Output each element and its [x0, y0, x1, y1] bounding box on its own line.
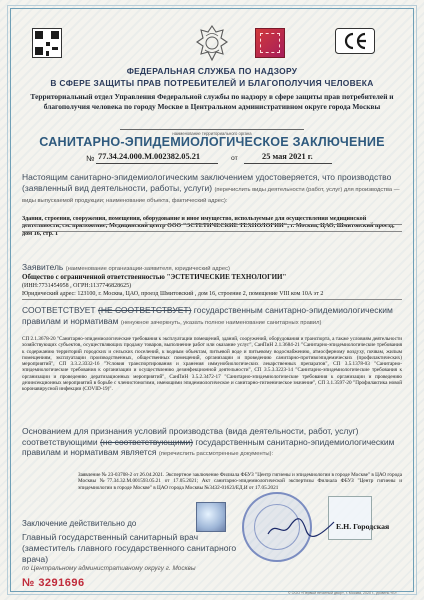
basis-not: (не соответствующими): [99, 436, 194, 447]
russian-emblem-icon: [191, 22, 233, 64]
certificate-date: 25 мая 2021 г.: [262, 152, 313, 161]
signer-name: Е.Н. Городская: [336, 522, 390, 531]
not-complies-word: (НЕ СООТВЕТСТВУЕТ): [97, 305, 192, 315]
applicant-row: [22, 262, 402, 273]
serial-number: № 3291696: [22, 577, 85, 589]
security-mark-icon: [255, 28, 285, 58]
number-prefix: №: [86, 154, 95, 163]
complies-text: государственным санитарно-эпидемиологическим правилам и нормативам: [22, 305, 393, 326]
complies-word: СООТВЕТСТВУЕТ: [22, 305, 96, 315]
date-prefix: от: [231, 155, 238, 162]
basis-rest: государственным санитарно-эпидемиологическим правилам и нормативам является: [22, 436, 395, 457]
se-logo-icon: [335, 28, 375, 54]
certify-hint: (перечислить виды деятельности (работ, услуг) для производства — виды выпускаемой продукции; наименование объекта, фактический адрес):: [22, 186, 400, 204]
basis-complies: соответствующими: [22, 436, 98, 447]
certificate-number: 77.34.24.000.М.002382.05.21: [98, 152, 201, 161]
applicant-hint: (наименование организации-заявителя, юридический адрес): [65, 266, 230, 272]
certify-paragraph: [22, 172, 402, 205]
signer-position: [22, 532, 262, 572]
valid-until: Заключение действительно до: [22, 519, 137, 528]
document-title: САНИТАРНО-ЭПИДЕМИОЛОГИЧЕСКОЕ ЗАКЛЮЧЕНИЕ: [39, 135, 385, 149]
basis-documents: Заявление № 23-03708-2 от 26.04.2021. Экспертное заключение Филиала ФБУЗ "Центр гигиены и эпидемиологии в городе Москве" в ЦАО города Москвы №77.34.32.М.001593.05.21 от 17.05.2021; Акт санитарно-эпидемиологической экспертизы Филиала ФБУЗ "Центр гигиены и эпидемиологии в городе Москве" в ЦАО города Москвы №3432-01623/ЕД.И от 17.05.2021: [78, 472, 402, 491]
agency-title-line1: ФЕДЕРАЛЬНАЯ СЛУЖБА ПО НАДЗОРУ: [126, 66, 298, 76]
applicant-name: Общество с ограниченной ответственностью "ЭСТЕТИЧЕСКИЕ ТЕХНОЛОГИИ": [22, 273, 287, 281]
agency-title-line2: В СФЕРЕ ЗАЩИТЫ ПРАВ ПОТРЕБИТЕЛЕЙ И БЛАГОПОЛУЧИЯ ЧЕЛОВЕКА: [50, 78, 374, 88]
printer-footer: © ООО «Первый печатный двор», г. Москва, 2020 г., уровень «Б»: [288, 591, 397, 595]
applicant-ids: (ИНН:7731454958 , ОГРН:1137746828625): [22, 283, 132, 289]
territorial-office: Территориальный отдел Управления Федеральной службы по надзору в сфере защиты прав потребителей и благополучия человека по городу Москве в Центральном административном округе города Москвы: [30, 92, 394, 111]
basis-hint: (перечислить рассмотренные документы):: [158, 451, 274, 457]
position-line3: по Центральному административному округу г. Москвы: [22, 565, 196, 572]
complies-hint: (ненужное зачеркнуть, указать полное наименование санитарных правил): [120, 319, 322, 326]
certify-text: Настоящим санитарно-эпидемиологическим заключением удостоверяется, что производство (заявленный вид деятельности, работы, услуги): [22, 172, 392, 193]
applicant-label: Заявитель: [22, 262, 64, 272]
basis-text: Основанием для признания условий производства (вида деятельности, работ, услуг): [22, 426, 359, 436]
position-line2: (заместитель главного государственного санитарного врача): [22, 543, 237, 564]
object-description: Здания, строения, сооружения, помещения, оборудование и иное имущество, используемые для осуществления медицинской деятельности, см. приложение; Медицинский центр ООО "ЭСТЕТИЧЕСКИЕ ТЕХНОЛОГИИ"; г. Москва, ЦАО, Шмитовский проезд, дом 16, стр. 1: [22, 216, 395, 237]
complies-paragraph: [22, 305, 402, 327]
qr-code-icon: [32, 28, 62, 58]
number-date-line: [0, 152, 424, 166]
applicant-address: Юридический адрес: 123100, г. Москва, ЦАО, проезд Шмитовский , дом 16, строение 2, помещение VIII ком 10А эт 2: [22, 291, 324, 297]
territorial-hint: наименование территориального органа: [120, 129, 304, 136]
position-line1: Главный государственный санитарный врач: [22, 532, 199, 542]
signature-icon: [266, 516, 336, 540]
basis-paragraph: [22, 426, 402, 458]
sanitary-rules-list: СП 2.1.3678-20 "Санитарно-эпидемиологические требования к эксплуатации помещений, зданий, сооружений, оборудования и транспорта, а также условиям деятельности хозяйствующих субъектов, осуществляющих продажу товаров, выполнение работ или оказание услуг", СанПиН 2.1.3684-21 "Санитарно-эпидемиологические требования к содержанию территорий городских и сельских поселений, к водным объектам, питьевой воде и питьевому водоснабжению, атмосферному воздуху, почвам, жилым помещениям, эксплуатации производственных, общественных помещений, организации и проведению санитарно-противоэпидемических (профилактических) мероприятий", СП 3.3.2.3332-16 "Условия транспортирования и хранения иммунобиологических лекарственных препаратов", СП 3.5.1378-03 "Санитарно-эпидемиологические требования к организации и осуществлению дезинфекционной деятельности", СП 3.5.3.3223-14 "Санитарно-эпидемиологические требования к организации и проведению дератизационных мероприятий", СанПиН 3.5.2.3472-17 "Санитарно-эпидемиологические требования к организации и проведению дезинсекционных мероприятий в борьбе с членистоногими, имеющими эпидемиологическое и санитарно-гигиеническое значение", СП 3.1.3597-20 "Профилактика новой коронавирусной инфекции (COVID-19)".: [22, 336, 402, 393]
